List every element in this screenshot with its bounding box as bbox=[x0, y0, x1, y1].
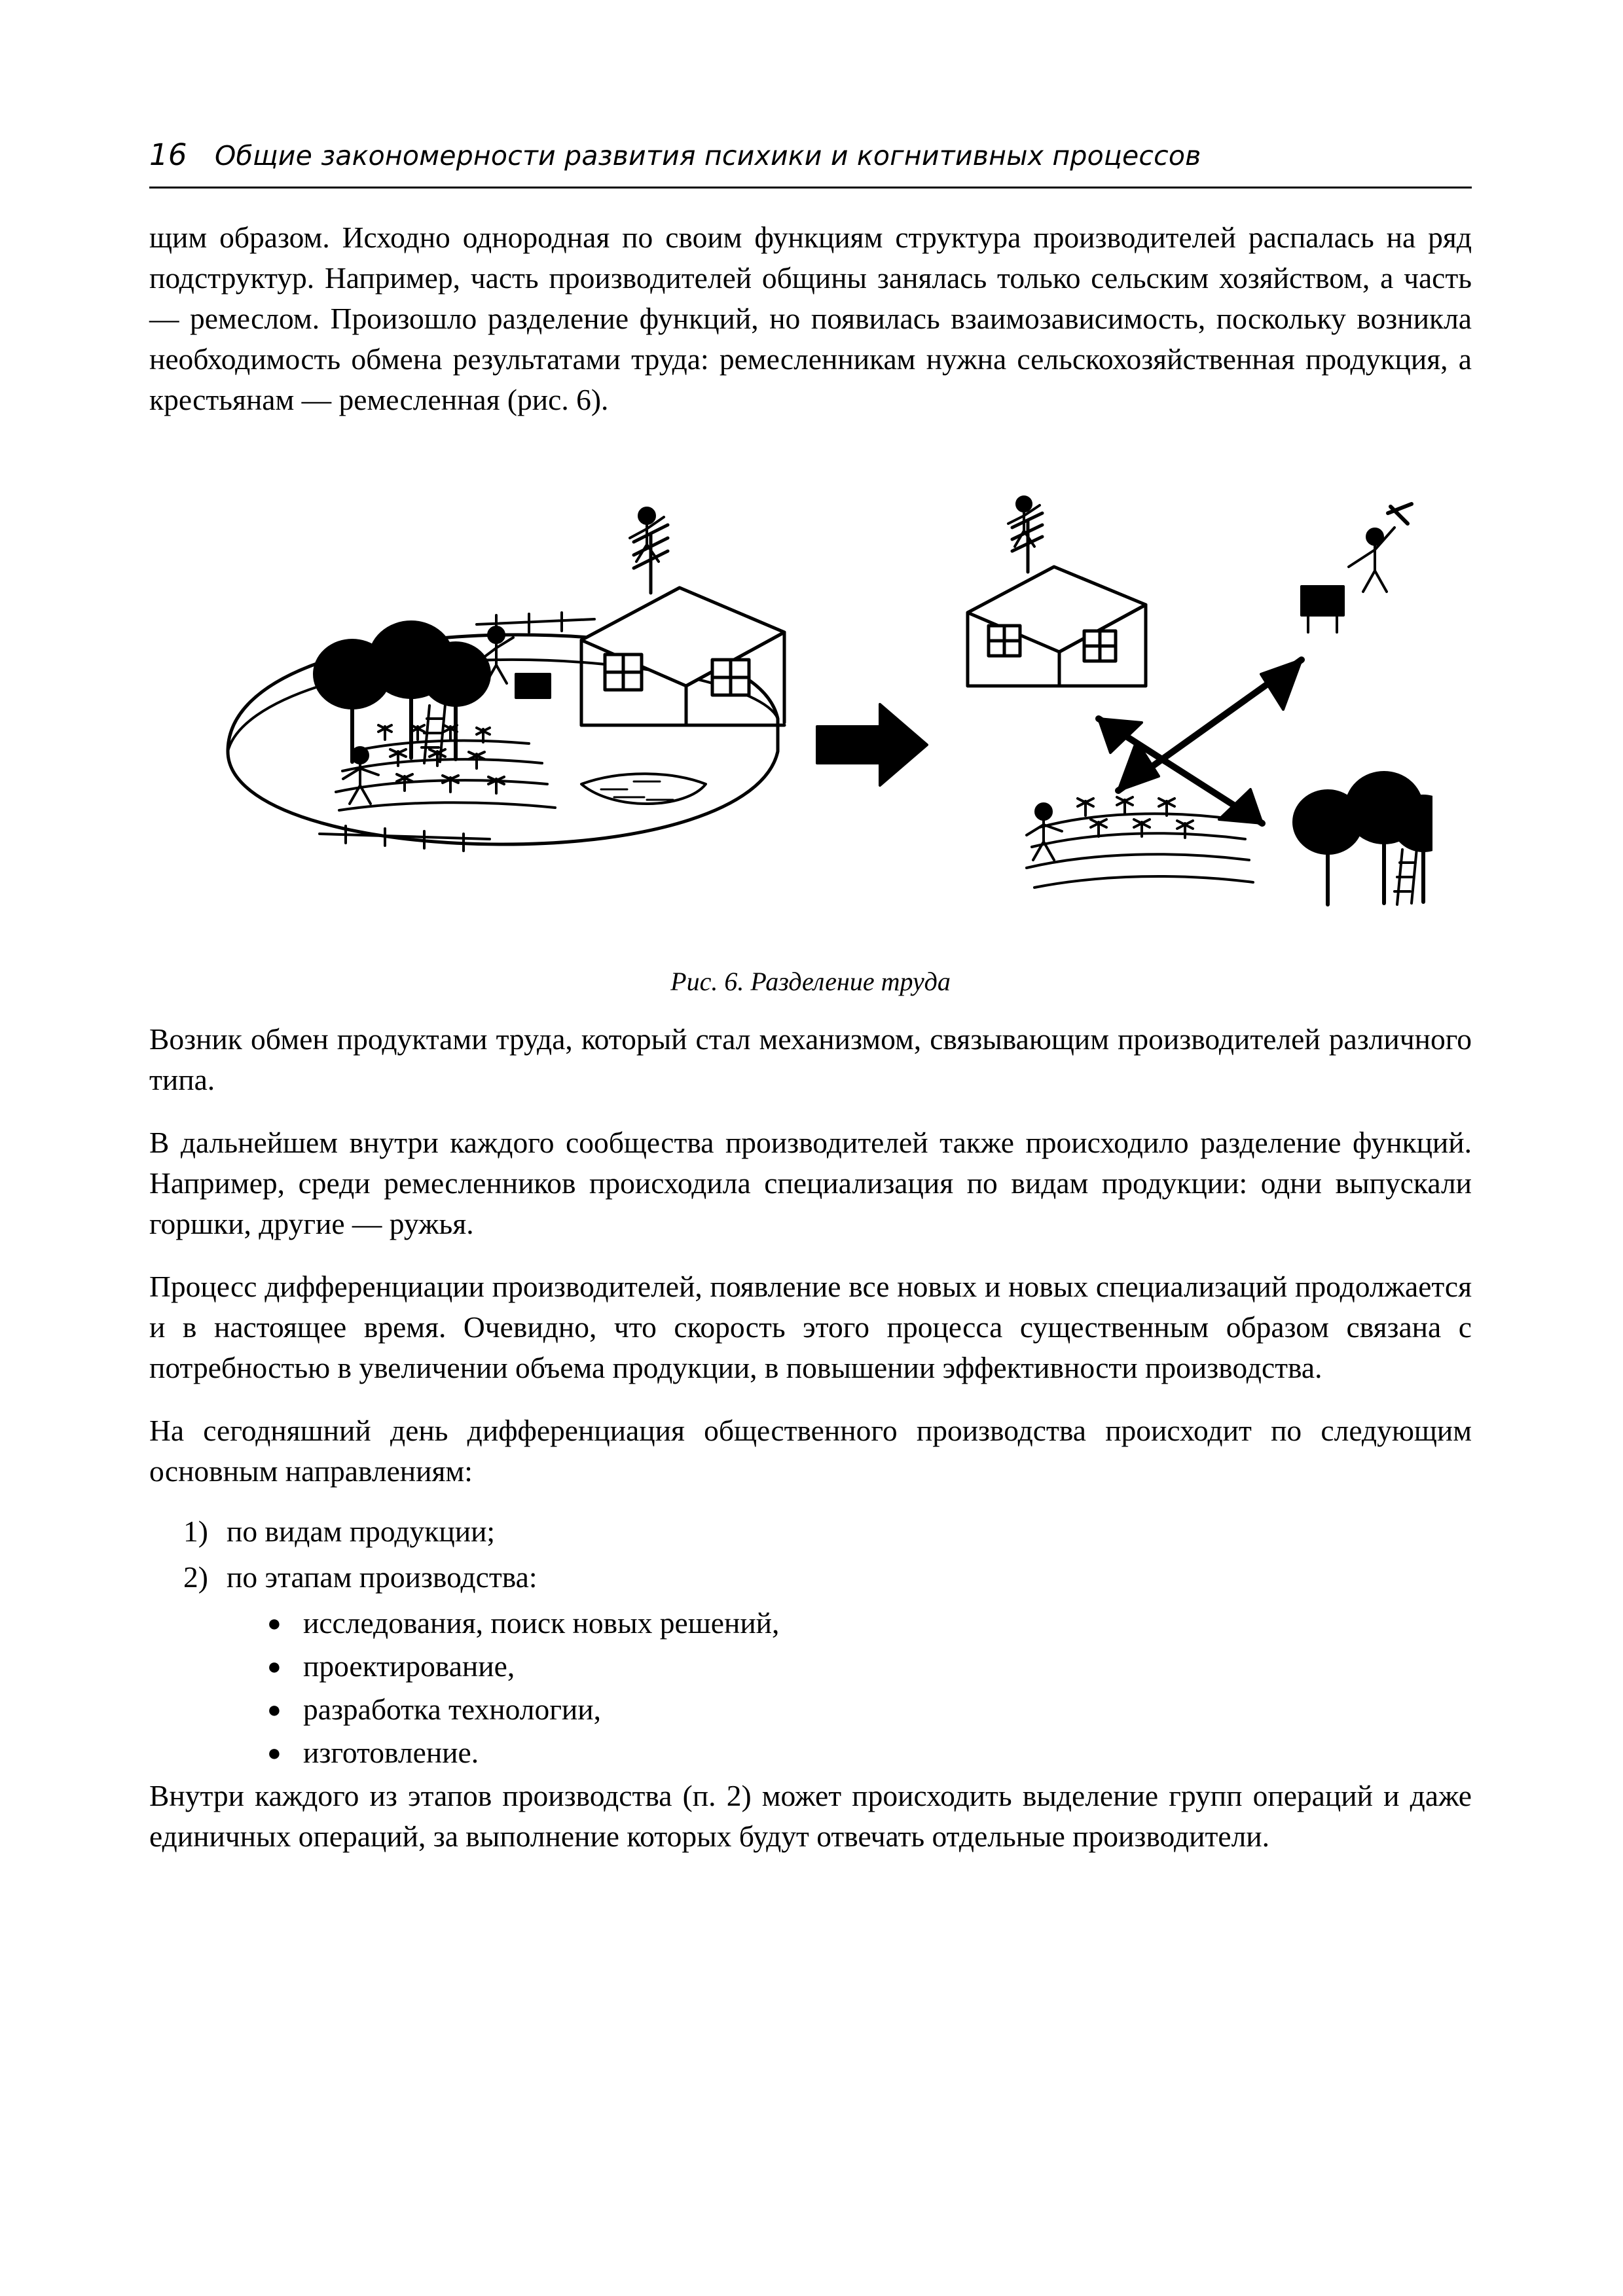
list-item bbox=[149, 1646, 1472, 1687]
list-item bbox=[149, 1511, 1472, 1552]
list-item bbox=[149, 1732, 1472, 1773]
directions-list bbox=[149, 1511, 1472, 1598]
list-item-text: проектирование, bbox=[303, 1649, 515, 1683]
page-number: 16 bbox=[149, 137, 187, 172]
paragraph-1: щим образом. Исходно однородная по своим функциям структура производителей распалась на ряд подструктур. Например, часть производителей общины занялась только сельским хозяйством, а часть — ремеслом. Произошло разделение функций, но появилась взаимозависимость, поскольку возникла необходимость обмена результатами труда: ремесленникам нужна сельскохозяйственная продукция, а крестьянам — ремесленная (рис. 6). bbox=[149, 221, 1472, 416]
bullet-icon: ● bbox=[267, 1653, 282, 1679]
figure-6 bbox=[149, 444, 1472, 997]
paragraph-5: На сегодняшний день дифференциация общественного производства происходит по следующим основным направлениям: bbox=[149, 1414, 1472, 1488]
list-item bbox=[149, 1557, 1472, 1598]
paragraph-3: В дальнейшем внутри каждого сообщества производителей также происходило разделение функций. Например, среди ремесленников происходила специализация по видам продукции: одни выпускали горшки, другие — ружья. bbox=[149, 1126, 1472, 1240]
list-item-number: 1) bbox=[183, 1515, 208, 1548]
bullet-icon: ● bbox=[267, 1610, 282, 1636]
bullet-icon: ● bbox=[267, 1740, 282, 1766]
list-item bbox=[149, 1603, 1472, 1643]
paragraph-6: Внутри каждого из этапов производства (п. 2) может происходить выделение групп операций и даже единичных операций, за выполнение которых будут отвечать отдельные производители. bbox=[149, 1779, 1472, 1853]
page-content bbox=[149, 0, 1472, 1857]
paragraph-4: Процесс дифференциации производителей, появление все новых и новых специализаций продолжается и в настоящее время. Очевидно, что скорость этого процесса существенным образом связана с потребностью в увеличении объема продукции, в повышении эффективности производства. bbox=[149, 1270, 1472, 1384]
production-stages-list bbox=[149, 1603, 1472, 1773]
list-item-text: изготовление. bbox=[303, 1736, 479, 1769]
figure-caption: Рис. 6. Разделение труда bbox=[670, 967, 951, 996]
list-item-text: по этапам производства: bbox=[227, 1560, 538, 1594]
header-divider bbox=[149, 187, 1472, 188]
list-item-text: разработка технологии, bbox=[303, 1693, 601, 1726]
running-head-title: Общие закономерности развития психики и когнитивных процессов bbox=[215, 140, 1201, 171]
list-item-text: исследования, поиск новых решений, bbox=[303, 1606, 780, 1640]
bullet-icon: ● bbox=[267, 1696, 282, 1723]
division-of-labour-illustration bbox=[189, 444, 1432, 954]
list-item-number: 2) bbox=[183, 1560, 208, 1594]
running-head bbox=[149, 137, 1472, 172]
list-item-text: по видам продукции; bbox=[227, 1515, 496, 1548]
paragraph-2: Возник обмен продуктами труда, который стал механизмом, связывающим производителей различного типа. bbox=[149, 1022, 1472, 1096]
list-item bbox=[149, 1689, 1472, 1730]
